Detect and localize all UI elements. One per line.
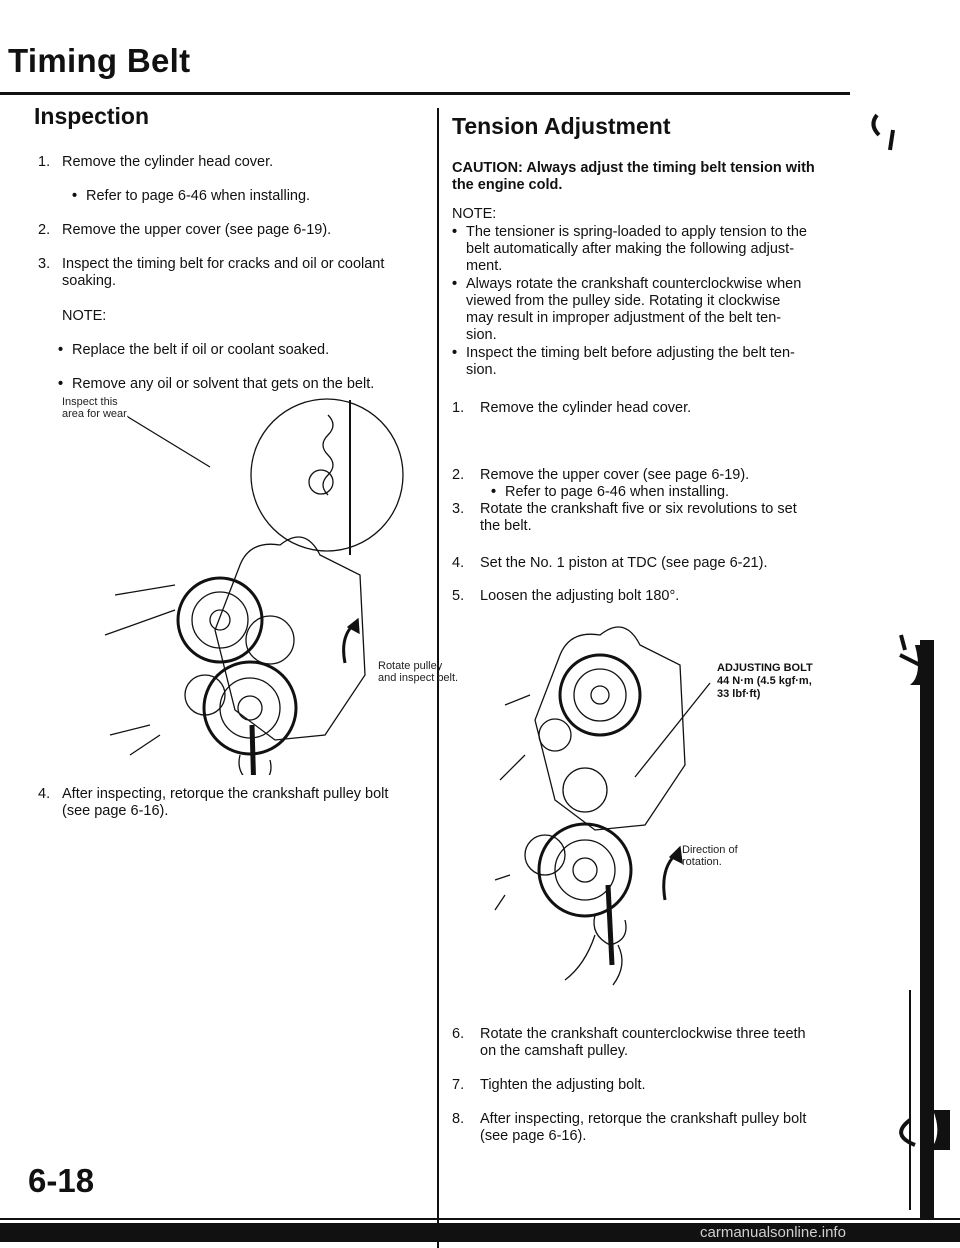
tension-step-5-num: 5. <box>452 588 465 604</box>
tension-step-3-text-2: the belt. <box>480 518 532 534</box>
tension-step-7-num: 7. <box>452 1077 465 1093</box>
tension-step-1-text: Remove the cylinder head cover. <box>480 400 692 416</box>
inspection-step-3-text-2: soaking. <box>62 273 117 289</box>
tension-step-8-text: After inspecting, retorque the crankshaft pulley bolt <box>480 1111 807 1127</box>
inspection-step-3-text: Inspect the timing belt for cracks and oil or coolant <box>62 256 385 272</box>
inspection-step-4-num: 4. <box>38 786 51 802</box>
tension-note-1 <box>466 224 807 275</box>
inspection-step-3-num: 3. <box>38 256 51 272</box>
footer-rule <box>0 1218 960 1220</box>
tension-step-2-text: Remove the upper cover (see page 6-19). <box>480 467 750 483</box>
tension-heading: Tension Adjustment <box>452 113 671 139</box>
inspect-callout-line-2: area for wear. <box>62 408 130 420</box>
tension-step-6-text-2: on the camshaft pulley. <box>480 1043 629 1059</box>
tension-step-6-text: Rotate the crankshaft counterclockwise three teeth <box>480 1026 806 1042</box>
inspection-step-2-text: Remove the upper cover (see page 6-19). <box>62 222 332 238</box>
page-number: 6-18 <box>28 1162 95 1199</box>
inspection-step-4-text-2: (see page 6-16). <box>62 803 169 819</box>
inspection-note-label: NOTE: <box>62 308 107 324</box>
inspection-step-2-num: 2. <box>38 222 51 238</box>
tension-note-2-line-3: may result in improper adjustment of the belt ten- <box>466 310 782 326</box>
tension-note-2-line-1: • Always rotate the crankshaft counterclockwise when <box>466 276 801 293</box>
tension-step-5-text: Loosen the adjusting bolt 180°. <box>480 588 680 604</box>
direction-callout-line-1: Direction of <box>682 844 738 856</box>
scan-edge-marks <box>855 110 960 1220</box>
tension-step-3-text: Rotate the crankshaft five or six revolutions to set <box>480 501 797 517</box>
inspect-callout-line-1: Inspect this <box>62 396 118 408</box>
rotate-callout-line-1: Rotate pulley <box>378 660 443 672</box>
tension-note-label: NOTE: <box>452 206 497 222</box>
tension-step-1-num: 1. <box>452 400 465 416</box>
caution-line-2: the engine cold. <box>452 177 563 193</box>
adjusting-bolt-label: ADJUSTING BOLT <box>717 662 813 674</box>
watermark: carmanualsonline.info <box>700 1224 846 1241</box>
tension-note-1-line-1: • The tensioner is spring-loaded to apply tension to the <box>466 224 807 241</box>
caution-line-1: CAUTION: Always adjust the timing belt tension with <box>452 160 815 176</box>
tension-note-3-line-2: sion. <box>466 362 497 378</box>
inspection-step-4-text: After inspecting, retorque the crankshaft pulley bolt <box>62 786 389 802</box>
rotate-callout-line-2: and inspect belt. <box>378 672 459 684</box>
tension-step-8-num: 8. <box>452 1111 465 1127</box>
tension-step-8-text-2: (see page 6-16). <box>480 1128 587 1144</box>
tension-step-1-bullet: • Refer to page 6-46 when installing. <box>505 484 960 501</box>
header-rule <box>0 92 850 95</box>
tension-note-2-line-4: sion. <box>466 327 497 343</box>
page-title: Timing Belt <box>8 42 191 79</box>
tension-note-2-line-2: viewed from the pulley side. Rotating it clockwise <box>466 293 781 309</box>
adjusting-bolt-torque: 44 N·m (4.5 kgf·m, <box>717 675 812 687</box>
tension-step-6-num: 6. <box>452 1026 465 1042</box>
tension-note-1-line-2: belt automatically after making the following adjust- <box>466 241 795 257</box>
inspection-step-1-bullet: • Refer to page 6-46 when installing. <box>86 188 960 205</box>
tension-step-4-num: 4. <box>452 555 465 571</box>
inspection-note-2: • Remove any oil or solvent that gets on the belt. <box>72 376 960 393</box>
inspection-step-1-text: Remove the cylinder head cover. <box>62 154 274 170</box>
tension-step-2-num: 2. <box>452 467 465 483</box>
inspection-engine-illustration <box>90 395 420 775</box>
tension-note-3 <box>466 345 795 379</box>
direction-callout-line-2: rotation. <box>682 856 722 868</box>
tension-step-7-text: Tighten the adjusting bolt. <box>480 1077 646 1093</box>
tension-step-4-text: Set the No. 1 piston at TDC (see page 6-21). <box>480 555 768 571</box>
tension-note-1-line-3: ment. <box>466 258 503 274</box>
tension-step-3-num: 3. <box>452 501 465 517</box>
tension-note-3-line-1: • Inspect the timing belt before adjusting the belt ten- <box>466 345 795 362</box>
inspection-heading: Inspection <box>34 103 150 129</box>
inspection-step-1-num: 1. <box>38 154 51 170</box>
inspection-note-1: • Replace the belt if oil or coolant soaked. <box>72 342 960 359</box>
tension-note-2 <box>466 276 801 344</box>
adjusting-bolt-torque-2: 33 lbf·ft) <box>717 688 761 700</box>
